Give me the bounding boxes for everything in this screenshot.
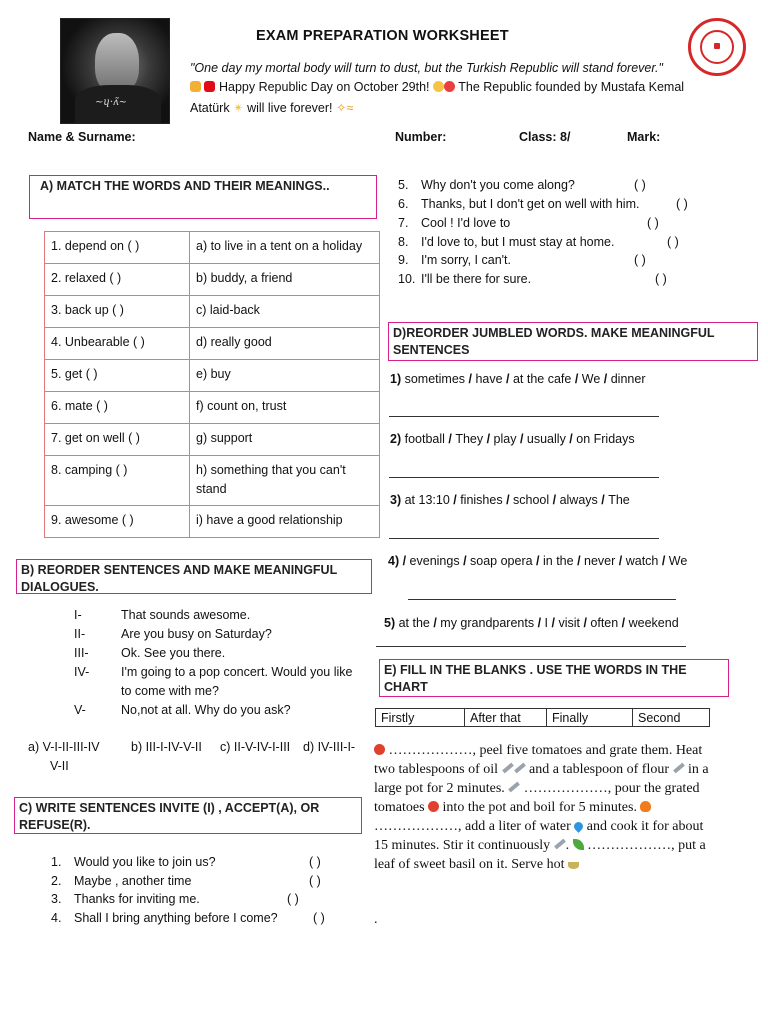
table-row — [45, 264, 380, 296]
answer-paren: ( ) — [676, 197, 688, 211]
answer-paren: ( ) — [309, 855, 321, 869]
slash-separator: / — [502, 493, 514, 507]
list-num: 5. — [398, 178, 409, 192]
list-item: Thanks for inviting me. — [74, 892, 200, 906]
list-item: Shall I bring anything before I come? — [74, 911, 278, 925]
slash-separator: / — [429, 616, 441, 630]
table-row — [45, 296, 380, 328]
answer-paren: ( ) — [655, 272, 667, 286]
list-item: I'll be there for sure. — [421, 272, 532, 286]
jumbled-word: I — [544, 616, 549, 630]
republic-forever-line: Atatürk ✴ will live forever! ✧≈ — [190, 101, 354, 115]
table-row — [45, 360, 380, 392]
list-num: 8. — [398, 235, 409, 249]
republic-day-line: Happy Republic Day on October 29th! The Republic founded by Mustafa Kemal — [190, 80, 684, 94]
option-d: d) IV-III-I- — [303, 740, 356, 754]
ministry-seal-icon — [688, 18, 746, 76]
match-meaning: i) have a good relationship — [190, 506, 380, 538]
dialogue-line: to come with me? — [121, 684, 219, 698]
portrait-face — [95, 33, 139, 93]
list-item: Thanks, but I don't get on well with him. — [421, 197, 640, 211]
match-meaning: f) count on, trust — [190, 392, 380, 424]
jumbled-sentence — [390, 372, 645, 386]
jumbled-word: weekend — [628, 616, 679, 630]
list-item: I'd love to, but I must stay at home. — [421, 235, 615, 249]
ataturk-quote: "One day my mortal body will turn to dust, but the Turkish Republic will stand forever." — [190, 61, 663, 75]
jumbled-word: my grandparents — [440, 616, 535, 630]
slash-separator: / — [483, 432, 494, 446]
spoon-icon — [514, 763, 526, 774]
jumbled-word: usually — [526, 432, 566, 446]
table-row — [45, 456, 380, 506]
slash-separator: / — [565, 432, 577, 446]
jumbled-word: finishes — [460, 493, 503, 507]
matching-table — [44, 231, 380, 538]
recipe-paragraph: ………………, peel five tomatoes and grate them. Heat two tablespoons of oil and a tablespoon of flour in a large pot for 2 minutes. ………………, pour the grated tomatoes into the pot and boil for 5 minutes. ………………, add a liter of water and cook it for about 15 minutes. Stir it continuously . ………………, put a leaf of sweet basil on it. Serve hot — [374, 743, 709, 872]
number-label: Number: — [395, 130, 447, 144]
tomato-icon — [374, 744, 385, 755]
jumbled-word: The — [608, 493, 630, 507]
match-word: 5. get ( ) — [45, 360, 190, 392]
herb-leaf-icon — [573, 839, 584, 850]
list-num: 4. — [51, 911, 62, 925]
slash-separator: / — [597, 493, 609, 507]
jumbled-sentence — [390, 493, 630, 507]
table-row — [45, 424, 380, 456]
slash-separator: / — [459, 554, 471, 568]
answer-paren: ( ) — [313, 911, 325, 925]
answer-paren: ( ) — [287, 892, 299, 906]
spoon-icon — [508, 782, 520, 793]
jumbled-word: school — [513, 493, 550, 507]
celebration-icon: ✧≈ — [335, 101, 354, 115]
answer-line[interactable] — [389, 416, 659, 417]
jumbled-word: They — [455, 432, 484, 446]
spoon-icon — [502, 763, 514, 774]
match-meaning: a) to live in a tent on a holiday — [190, 232, 380, 264]
match-word: 8. camping ( ) — [45, 456, 190, 506]
jumbled-num: 5) — [384, 616, 399, 630]
dialogue-line: That sounds awesome. — [121, 608, 251, 622]
slash-separator: / — [579, 616, 591, 630]
chart-word: After that — [465, 709, 547, 727]
spoon-icon — [673, 763, 685, 774]
match-word: 4. Unbearable ( ) — [45, 328, 190, 360]
jumbled-word: in the — [543, 554, 574, 568]
slash-separator: / — [549, 493, 560, 507]
jumbled-word: on Fridays — [576, 432, 635, 446]
match-word: 2. relaxed ( ) — [45, 264, 190, 296]
answer-paren: ( ) — [634, 253, 646, 267]
jumbled-num: 4) — [388, 554, 403, 568]
jumbled-word: play — [493, 432, 517, 446]
option-b: b) III-I-IV-V-II — [131, 740, 202, 754]
slash-separator: / — [465, 372, 476, 386]
jumbled-word: sometimes — [404, 372, 466, 386]
jumbled-word: visit — [558, 616, 580, 630]
match-meaning: e) buy — [190, 360, 380, 392]
match-meaning: h) something that you can't stand — [190, 456, 380, 506]
jumbled-word: at 13:10 — [404, 493, 450, 507]
dialogue-line: Ok. See you there. — [121, 646, 226, 660]
answer-line[interactable] — [408, 599, 676, 600]
table-row — [45, 328, 380, 360]
table-row — [45, 506, 380, 538]
answer-line[interactable] — [389, 477, 659, 478]
section-e-heading: E) FILL IN THE BLANKS . USE THE WORDS IN THE CHART — [379, 659, 729, 697]
match-meaning: c) laid-back — [190, 296, 380, 328]
slash-separator: / — [502, 372, 513, 386]
section-a-heading: A) MATCH THE WORDS AND THEIR MEANINGS.. — [29, 175, 377, 219]
jumbled-word: always — [559, 493, 598, 507]
spoon-icon — [554, 839, 566, 850]
jumbled-sentence — [384, 616, 679, 630]
list-item: Maybe , another time — [74, 874, 192, 888]
party-face-icon — [433, 81, 444, 92]
chart-word: Second — [633, 709, 710, 727]
table-row — [45, 232, 380, 264]
slash-separator: / — [615, 554, 626, 568]
table-row — [45, 392, 380, 424]
dialogue-num: III- — [74, 646, 89, 660]
dialogue-num: II- — [74, 627, 86, 641]
slash-separator: / — [573, 554, 585, 568]
answer-paren: ( ) — [667, 235, 679, 249]
match-word: 9. awesome ( ) — [45, 506, 190, 538]
list-num: 1. — [51, 855, 62, 869]
answer-line[interactable] — [389, 538, 659, 539]
ataturk-portrait — [60, 18, 170, 124]
jumbled-word: We — [581, 372, 601, 386]
match-word: 6. mate ( ) — [45, 392, 190, 424]
answer-line[interactable] — [376, 646, 686, 647]
match-word: 7. get on well ( ) — [45, 424, 190, 456]
match-word: 1. depend on ( ) — [45, 232, 190, 264]
jumbled-word: We — [668, 554, 688, 568]
slash-separator: / — [532, 554, 543, 568]
jumbled-word: at the cafe — [512, 372, 572, 386]
jumbled-word: watch — [625, 554, 659, 568]
chart-word: Finally — [547, 709, 633, 727]
slash-separator: / — [516, 432, 527, 446]
mark-label: Mark: — [627, 130, 661, 144]
jumbled-num: 3) — [390, 493, 405, 507]
slash-separator: / — [548, 616, 559, 630]
party-popper-icon — [190, 81, 201, 92]
fire-icon — [640, 801, 651, 812]
list-item: Cool ! I'd love to — [421, 216, 511, 230]
match-meaning: b) buddy, a friend — [190, 264, 380, 296]
dialogue-line: Are you busy on Saturday? — [121, 627, 272, 641]
jumbled-word: evenings — [409, 554, 460, 568]
chart-word: Firstly — [376, 709, 465, 727]
turkish-flag-icon — [204, 81, 215, 92]
signature-mark: ~ɥ·ʌ̃~ — [95, 97, 128, 108]
dialogue-num: I- — [74, 608, 82, 622]
list-num: 2. — [51, 874, 62, 888]
list-item: Would you like to join us? — [74, 855, 216, 869]
jumbled-num: 2) — [390, 432, 405, 446]
list-num: 3. — [51, 892, 62, 906]
dialogue-num: IV- — [74, 665, 90, 679]
jumbled-sentence — [388, 554, 687, 568]
list-num: 9. — [398, 253, 409, 267]
jumbled-word: soap opera — [470, 554, 533, 568]
option-a: a) V-I-II-III-IV — [28, 740, 100, 754]
jumbled-sentence — [390, 432, 635, 446]
soup-bowl-icon — [568, 862, 579, 869]
balloon-icon — [444, 81, 455, 92]
jumbled-word: often — [590, 616, 619, 630]
option-d-continued: V-II — [50, 759, 69, 773]
sparkle-icon: ✴ — [233, 101, 244, 115]
list-num: 10. — [398, 272, 416, 286]
section-c-heading: C) WRITE SENTENCES INVITE (I) , ACCEPT(A), OR REFUSE(R). — [14, 797, 362, 834]
slash-separator: / — [534, 616, 545, 630]
slash-separator: / — [618, 616, 629, 630]
list-num: 6. — [398, 197, 409, 211]
section-b-heading: B) REORDER SENTENCES AND MAKE MEANINGFUL DIALOGUES. — [16, 559, 372, 594]
jumbled-word: never — [584, 554, 616, 568]
slash-separator: / — [449, 493, 461, 507]
slash-separator: / — [600, 372, 611, 386]
dialogue-line: No,not at all. Why do you ask? — [121, 703, 291, 717]
slash-separator: / — [444, 432, 456, 446]
jumbled-num: 1) — [390, 372, 405, 386]
jumbled-word: dinner — [610, 372, 646, 386]
dialogue-num: V- — [74, 703, 86, 717]
list-item: I'm sorry, I can't. — [421, 253, 511, 267]
name-surname-label: Name & Surname: — [28, 130, 136, 144]
page-title: EXAM PREPARATION WORKSHEET — [256, 28, 509, 44]
class-label: Class: 8/ — [519, 130, 571, 144]
slash-separator: / — [571, 372, 582, 386]
tomato-icon — [428, 801, 439, 812]
jumbled-word: football — [404, 432, 445, 446]
water-drop-icon — [572, 820, 585, 833]
match-word: 3. back up ( ) — [45, 296, 190, 328]
match-meaning: g) support — [190, 424, 380, 456]
slash-separator: / — [658, 554, 669, 568]
slash-separator: / — [402, 554, 410, 568]
jumbled-word: have — [475, 372, 503, 386]
option-c: c) II-V-IV-I-III — [220, 740, 291, 754]
section-d-heading: D)REORDER JUMBLED WORDS. MAKE MEANINGFUL SENTENCES — [388, 322, 758, 361]
answer-paren: ( ) — [309, 874, 321, 888]
word-chart — [375, 708, 710, 727]
answer-paren: ( ) — [634, 178, 646, 192]
jumbled-word: at the — [398, 616, 430, 630]
answer-paren: ( ) — [647, 216, 659, 230]
trailing-period: . — [374, 912, 378, 927]
dialogue-line: I'm going to a pop concert. Would you like — [121, 665, 353, 679]
match-meaning: d) really good — [190, 328, 380, 360]
list-num: 7. — [398, 216, 409, 230]
list-item: Why don't you come along? — [421, 178, 575, 192]
